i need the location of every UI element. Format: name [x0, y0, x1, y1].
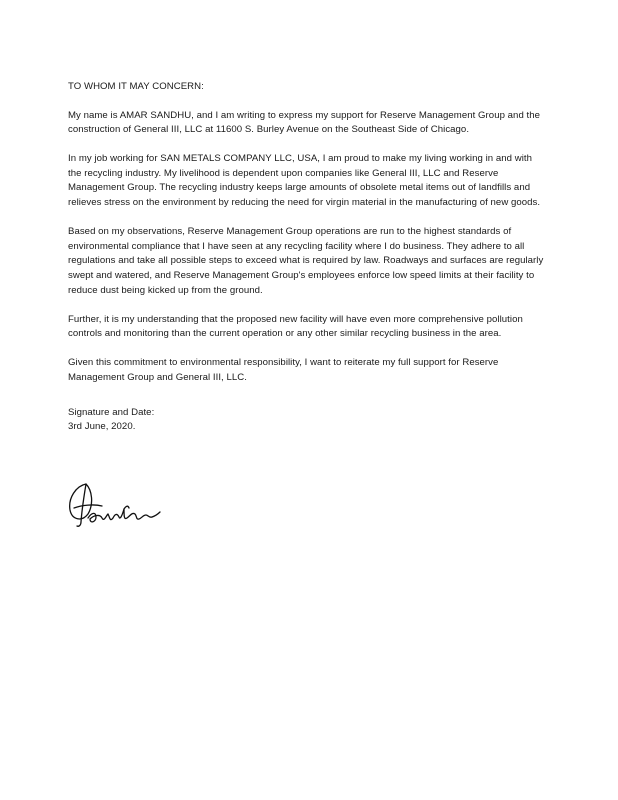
salutation: TO WHOM IT MAY CONCERN:	[68, 81, 204, 92]
paragraph-employment: In my job working for SAN METALS COMPANY LLC, USA, I am proud to make my living working in and with the recycling industry. My livelihood is dependent upon companies like General III, LLC and Reserve Management Group. The recycling industry keeps large amounts of obsolete metal items out of landfills and relieves stress on the environment by reducing the need for virgin material in the manufacturing of new goods.	[68, 153, 541, 209]
paragraph-new-facility: Further, it is my understanding that the proposed new facility will have even more comprehensive pollution controls and monitoring than the current operation or any other similar recycling business in the area.	[68, 313, 523, 340]
paragraph-conclusion: Given this commitment to environmental responsibility, I want to reiterate my full support for Reserve Management Group and General III, LLC.	[68, 357, 499, 383]
paragraph-observations: Based on my observations, Reserve Management Group operations are run to the highest standards of environmental compliance that I have seen at any recycling facility where I do business. They adhere to all regulations and take all possible steps to exceed what is required by law. Roadways and surfaces are regularly swept and watered, and Reserve Management Group's employees enforce low speed limits at their facility to reduce dust being kicked up from the ground.	[68, 226, 544, 296]
handwritten-signature	[64, 478, 164, 530]
signature-block	[68, 406, 548, 435]
signature-date: 3rd June, 2020.	[68, 421, 136, 433]
signature-label: Signature and Date:	[68, 406, 155, 418]
paragraph-introduction: My name is AMAR SANDHU, and I am writing to express my support for Reserve Management Group and the construction of General III, LLC at 11600 S. Burley Avenue on the Southeast Side of Chicago.	[68, 109, 541, 136]
letter-body	[68, 80, 548, 435]
